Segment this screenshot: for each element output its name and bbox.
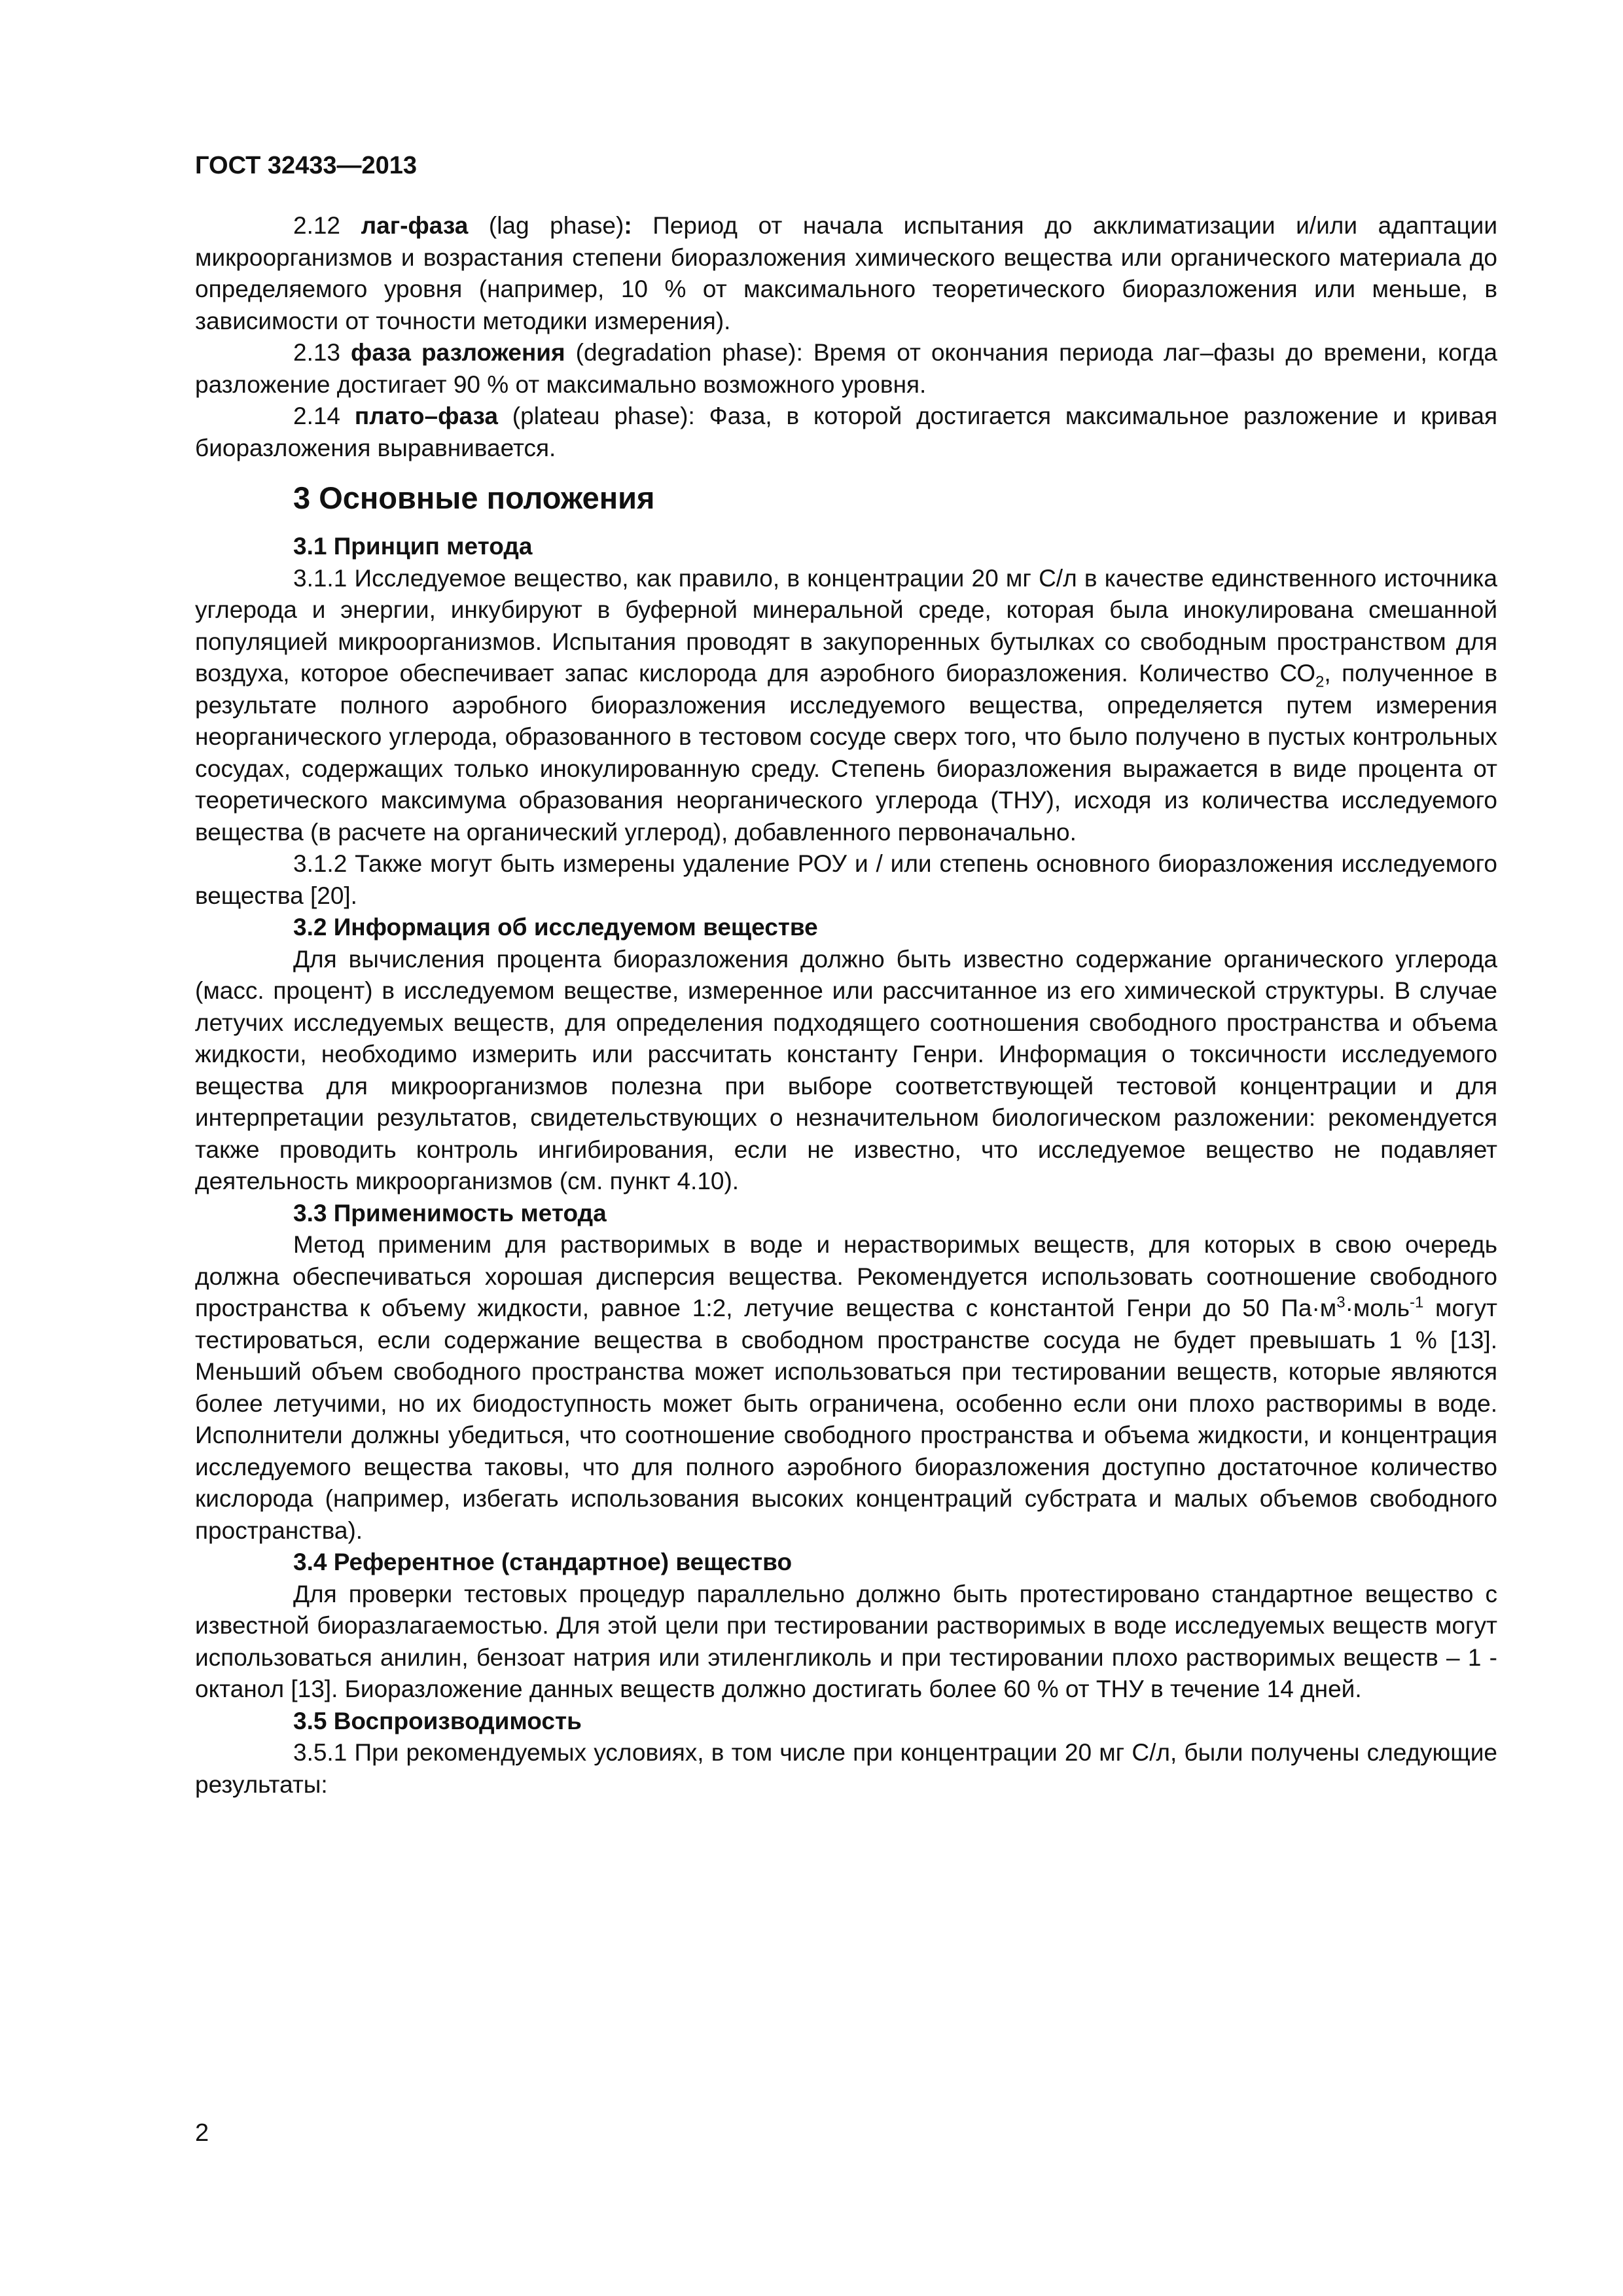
definition-2-14 [195, 401, 1497, 464]
paragraph-3-1-1 [195, 563, 1497, 849]
text-run: могут тестироваться, если содержание вещества в свободном пространстве сосуда не будет превышать 1 % [13]. Меньший объем свободного пространства может использоваться при тестировании веществ, которые являются более летучими, но их биодоступность может быть ограничена, особенно если они плохо растворимы в воде. Исполнители должны убедиться, что соотношение свободного пространства и объема жидкости, и концентрация исследуемого вещества таковы, что для полного аэробного биоразложения доступно достаточное количество кислорода (например, избегать использования высоких концентраций субстрата и малых объемов свободного пространства). [195, 1295, 1497, 1544]
definition-2-13 [195, 337, 1497, 401]
def-text: (plateau phase): Фаза, в которой достигается максимальное разложение и кривая биоразложения выравнивается. [195, 403, 1498, 461]
def-colon: : [624, 212, 632, 239]
subsection-3-2-title: 3.2 Информация об исследуемом веществе [293, 914, 818, 941]
text-run: ·моль [1345, 1295, 1410, 1321]
definition-2-12 [195, 210, 1497, 337]
document-header: ГОСТ 32433—2013 [195, 152, 418, 179]
subscript: 2 [1315, 673, 1325, 691]
paragraph-3-4: Для проверки тестовых процедур параллельно должно быть протестировано стандартное вещество с известной биоразлагаемостью. Для этой цели при тестировании растворимых в воде исследуемых веществ могут использоваться анилин, бензоат натрия или этиленгликоль и при тестировании плохо растворимых веществ – 1 - октанол [13]. Биоразложение данных веществ должно достигать более 60 % от ТНУ в течение 14 дней. [195, 1580, 1497, 1702]
paragraph-3-3 [195, 1229, 1497, 1547]
def-num: 2.14 [293, 403, 355, 429]
def-text: (degradation phase): Время от окончания периода лаг–фазы до времени, когда разложение достигает 90 % от максимально возможного уровня. [195, 339, 1497, 398]
paragraph-3-5-1: 3.5.1 При рекомендуемых условиях, в том числе при концентрации 20 мг С/л, были получены следующие результаты: [195, 1739, 1497, 1798]
text-run: , полученное в результате полного аэробного биоразложения исследуемого вещества, определяется путем измерения неорганического углерода, образованного в тестовом сосуде сверх того, что было получено в пустых контрольных сосудах, содержащих только инокулированную среду. Степень биоразложения выражается в виде процента от теоретического максимума образования неорганического углерода (ТНУ), исходя из количества исследуемого вещества (в расчете на органический углерод), добавленного первоначально. [195, 660, 1497, 846]
def-en: (lag phase) [468, 212, 624, 239]
def-text: Период от начала испытания до акклиматизации и/или адаптации микроорганизмов и возрастания степени биоразложения химического вещества или органического материала до определяемого уровня (например, 10 % от максимального теоретического биоразложения или меньше, в зависимости от точности методики измерения). [195, 212, 1498, 334]
paragraph-3-2: Для вычисления процента биоразложения должно быть известно содержание органического углерода (масс. процент) в исследуемом веществе, измеренное или рассчитанное из его химической структуры. В случае летучих исследуемых веществ, для определения подходящего соотношения свободного пространства и объема жидкости, необходимо измерить или рассчитать константу Генри. Информация о токсичности исследуемого вещества для микроорганизмов полезна при выборе соответствующей тестовой концентрации и для интерпретации результатов, свидетельствующих о незначительном биологическом разложении: рекомендуется также проводить контроль ингибирования, если не известно, что исследуемое вещество не подавляет деятельность микроорганизмов (см. пункт 4.10). [195, 945, 1497, 1194]
page-number: 2 [195, 2119, 209, 2147]
def-num: 2.12 [293, 212, 361, 239]
def-num: 2.13 [293, 339, 351, 366]
text-run: Метод применим для растворимых в воде и нерастворимых веществ, для которых в свою очередь должна обеспечиваться хорошая дисперсия вещества. Рекомендуется использовать соотношение свободного пространства к объему жидкости, равное 1:2, летучие вещества с константой Генри до 50 Па·м [195, 1231, 1497, 1321]
superscript: 3 [1336, 1293, 1346, 1312]
subsection-3-5-title: 3.5 Воспроизводимость [293, 1707, 582, 1734]
def-term: фаза разложения [351, 339, 565, 366]
subsection-3-3-title: 3.3 Применимость метода [293, 1199, 607, 1227]
paragraph-3-1-2: 3.1.2 Также могут быть измерены удаление РОУ и / или степень основного биоразложения исследуемого вещества [20]. [195, 850, 1497, 909]
text-run: 3.1.1 Исследуемое вещество, как правило, в концентрации 20 мг С/л в качестве единственного источника углерода и энергии, инкубируют в буферной минеральной среде, которая была инокулирована смешанной популяцией микроорганизмов. Испытания проводят в закупоренных бутылках со свободным пространством для воздуха, которое обеспечивает запас кислорода для аэробного биоразложения. Количество СО [195, 564, 1497, 687]
def-term: плато–фаза [354, 403, 498, 429]
def-term: лаг-фаза [361, 212, 469, 239]
subsection-3-1-title: 3.1 Принцип метода [293, 533, 533, 560]
section-3-title: 3 Основные положения [293, 480, 655, 515]
document-page [195, 152, 1497, 1801]
superscript: -1 [1409, 1293, 1424, 1312]
subsection-3-4-title: 3.4 Референтное (стандартное) вещество [293, 1549, 793, 1575]
